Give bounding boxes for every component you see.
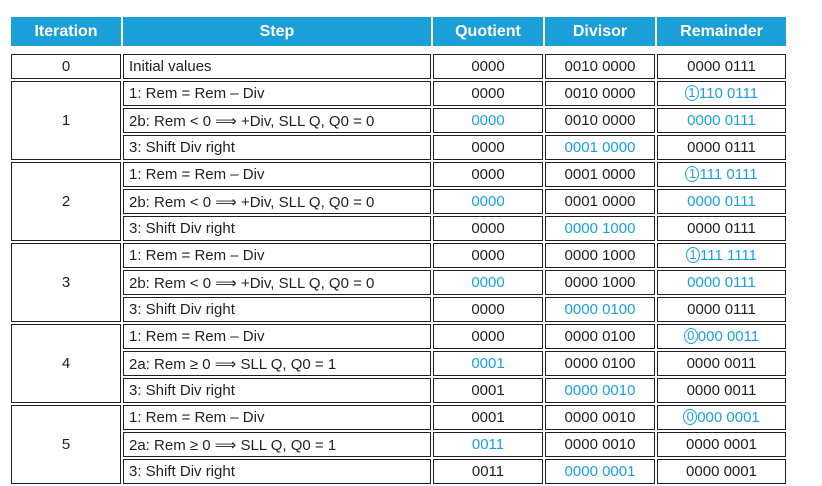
remainder-value: 000 0011 — [697, 327, 760, 345]
remainder-cell — [657, 270, 786, 295]
circled-sign-bit: 1 — [686, 247, 700, 263]
quotient-cell: 0000 — [433, 135, 543, 160]
table-row — [11, 216, 786, 241]
divisor-cell: 0000 1000 — [545, 243, 655, 268]
remainder-cell — [657, 297, 786, 322]
table-row — [11, 297, 786, 322]
quotient-cell: 0000 — [433, 54, 543, 79]
remainder-value: 0000 0111 — [687, 112, 756, 129]
quotient-cell: 0000 — [433, 189, 543, 214]
divisor-cell: 0010 0000 — [545, 54, 655, 79]
table-row — [11, 378, 786, 403]
header-divisor: Divisor — [545, 17, 655, 46]
remainder-value: 0000 0001 — [686, 463, 757, 480]
remainder-value: 0000 0111 — [687, 139, 756, 156]
divisor-cell: 0000 0100 — [545, 351, 655, 376]
step-cell: 2b: Rem < 0 ⟹ +Div, SLL Q, Q0 = 0 — [123, 189, 431, 214]
table-row — [11, 189, 786, 214]
quotient-cell: 0011 — [433, 459, 543, 484]
divisor-cell: 0000 1000 — [545, 216, 655, 241]
step-cell: 3: Shift Div right — [123, 378, 431, 403]
quotient-cell: 0000 — [433, 270, 543, 295]
remainder-cell — [657, 216, 786, 241]
step-cell: Initial values — [123, 54, 431, 79]
iteration-cell: 0 — [11, 54, 121, 79]
step-cell: 1: Rem = Rem – Div — [123, 162, 431, 187]
table-row — [11, 459, 786, 484]
quotient-cell: 0000 — [433, 216, 543, 241]
circled-sign-bit: 1 — [685, 85, 699, 101]
table-row — [11, 270, 786, 295]
header-row — [11, 17, 786, 46]
remainder-value: 0000 0111 — [687, 58, 756, 75]
iteration-cell: 4 — [11, 324, 121, 403]
step-cell: 3: Shift Div right — [123, 297, 431, 322]
division-table-container — [9, 15, 788, 486]
table-row — [11, 162, 786, 187]
step-cell: 3: Shift Div right — [123, 216, 431, 241]
table-row — [11, 54, 786, 79]
divisor-cell: 0010 0000 — [545, 108, 655, 133]
remainder-value: 0000 0111 — [687, 193, 756, 210]
step-cell: 1: Rem = Rem – Div — [123, 324, 431, 349]
remainder-cell — [657, 459, 786, 484]
iteration-cell: 3 — [11, 243, 121, 322]
remainder-value: 0000 0111 — [687, 301, 756, 318]
step-cell: 2b: Rem < 0 ⟹ +Div, SLL Q, Q0 = 0 — [123, 270, 431, 295]
quotient-cell: 0001 — [433, 405, 543, 430]
quotient-cell: 0000 — [433, 162, 543, 187]
header-step: Step — [123, 17, 431, 46]
header-quotient: Quotient — [433, 17, 543, 46]
remainder-cell — [657, 135, 786, 160]
step-cell: 1: Rem = Rem – Div — [123, 81, 431, 106]
divisor-cell: 0000 0010 — [545, 432, 655, 457]
divisor-cell: 0000 0010 — [545, 405, 655, 430]
iteration-cell: 1 — [11, 81, 121, 160]
remainder-cell — [657, 432, 786, 457]
remainder-cell — [657, 243, 786, 268]
quotient-cell: 0000 — [433, 243, 543, 268]
iteration-cell: 2 — [11, 162, 121, 241]
circled-sign-bit: 0 — [684, 328, 698, 344]
remainder-cell — [657, 351, 786, 376]
table-row — [11, 81, 786, 106]
step-cell: 3: Shift Div right — [123, 459, 431, 484]
quotient-cell: 0001 — [433, 378, 543, 403]
table-row — [11, 243, 786, 268]
quotient-cell: 0000 — [433, 81, 543, 106]
remainder-value: 110 0111 — [698, 84, 759, 102]
remainder-cell — [657, 324, 786, 349]
table-row — [11, 405, 786, 430]
header-iteration: Iteration — [11, 17, 121, 46]
table-row — [11, 432, 786, 457]
divisor-cell: 0001 0000 — [545, 162, 655, 187]
iteration-cell: 5 — [11, 405, 121, 484]
remainder-value: 0000 0011 — [686, 355, 757, 372]
table-row — [11, 324, 786, 349]
remainder-value: 0000 0111 — [687, 274, 756, 291]
divisor-cell: 0000 1000 — [545, 270, 655, 295]
step-cell: 2b: Rem < 0 ⟹ +Div, SLL Q, Q0 = 0 — [123, 108, 431, 133]
quotient-cell: 0000 — [433, 108, 543, 133]
remainder-cell — [657, 378, 786, 403]
remainder-value: 111 0111 — [699, 165, 758, 183]
remainder-cell — [657, 54, 786, 79]
remainder-cell — [657, 81, 786, 106]
remainder-value: 0000 0111 — [687, 220, 756, 237]
quotient-cell: 0011 — [433, 432, 543, 457]
table-row — [11, 108, 786, 133]
step-cell: 2a: Rem ≥ 0 ⟹ SLL Q, Q0 = 1 — [123, 432, 431, 457]
divisor-cell: 0000 0100 — [545, 324, 655, 349]
remainder-cell — [657, 108, 786, 133]
remainder-cell — [657, 405, 786, 430]
step-cell: 1: Rem = Rem – Div — [123, 405, 431, 430]
divisor-cell: 0001 0000 — [545, 189, 655, 214]
remainder-cell — [657, 189, 786, 214]
circled-sign-bit: 1 — [685, 166, 699, 182]
remainder-value: 0000 0011 — [686, 382, 757, 399]
divisor-cell: 0001 0000 — [545, 135, 655, 160]
table-body — [11, 54, 786, 484]
table-row — [11, 351, 786, 376]
divisor-cell: 0000 0100 — [545, 297, 655, 322]
circled-sign-bit: 0 — [683, 409, 697, 425]
step-cell: 1: Rem = Rem – Div — [123, 243, 431, 268]
remainder-value: 000 0001 — [697, 408, 760, 426]
table-row — [11, 135, 786, 160]
divisor-cell: 0000 0010 — [545, 378, 655, 403]
remainder-cell — [657, 162, 786, 187]
step-cell: 2a: Rem ≥ 0 ⟹ SLL Q, Q0 = 1 — [123, 351, 431, 376]
division-algorithm-table — [9, 15, 788, 486]
remainder-value: 111 1111 — [700, 246, 757, 264]
quotient-cell: 0001 — [433, 351, 543, 376]
header-spacer — [11, 48, 786, 52]
quotient-cell: 0000 — [433, 297, 543, 322]
header-remainder: Remainder — [657, 17, 786, 46]
remainder-value: 0000 0001 — [686, 436, 757, 453]
divisor-cell: 0000 0001 — [545, 459, 655, 484]
step-cell: 3: Shift Div right — [123, 135, 431, 160]
quotient-cell: 0000 — [433, 324, 543, 349]
divisor-cell: 0010 0000 — [545, 81, 655, 106]
